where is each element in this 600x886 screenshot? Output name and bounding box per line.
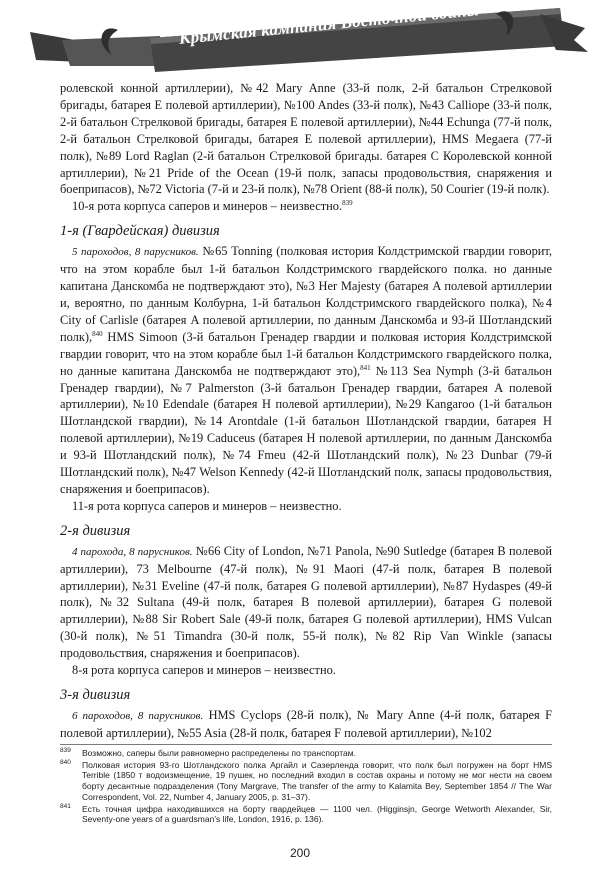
footnote-text: Есть точная цифра находившихся на борту гвардейцев — 1100 чел. (Higginsjn, George Wetworth Alexander, Sir, Seventy-one years of a guardsman’s life, London, 1916, p. 136). <box>82 803 552 825</box>
paragraph-text: 10-я рота корпуса саперов и минеров – неизвестно. <box>72 199 343 214</box>
footnote-text: Возможно, саперы были равномерно распределены по транспортам. <box>82 748 356 758</box>
fleet-count-lead: 6 пароходов, 8 парусников. <box>72 710 204 722</box>
paragraph-text: №66 City of London, №71 Panola, №90 Sutledge (батарея B полевой артиллерии), 73 Melbourne (47-й полк), №91 Maori (47-й полк, батарея B полевой артиллерии), №31 Eveline (47-й полк, батарея G полевой артиллерии), №87 Hydaspes (49-й полк), №32 Sultana (49-й полк, батарея B полевой артиллерии), батарея G полевой артиллерии), №88 Sir Robert Sale (49-й полк, батарея G полевой артиллерии), HMS Vulcan (30-й полк), №51 Timandra (30-й полк, 55-й полк), №82 Rip Van Winkle (запасы продовольствия, снаряжения и боеприпасов). <box>60 543 552 661</box>
paragraph-text: HMS Simoon (3-й батальон Гренадер гвардии и полковая история Колдстримской гвардии говорит, что на этом корабле был 1-й батальон Колдстримского гвардейского полка, но данные капитана Данскомба не подтверждают это), <box>60 329 552 378</box>
main-text <box>60 80 552 742</box>
chapter-title: Крымская кампания Восточной войны <box>178 0 480 48</box>
footnote-ref-841[interactable]: 841 <box>360 363 371 372</box>
paragraph-text: HMS Cyclops (28-й полк), № Mary Anne (4-й полк, батарея F полевой артиллерии), №55 Asia (28-й полк, батарея F полевой артиллерии), №102 <box>60 708 552 740</box>
footnotes <box>60 748 552 826</box>
paragraph-division-1 <box>60 243 552 498</box>
section-heading-division-3: 3-я дивизия <box>60 687 131 703</box>
fleet-count-lead: 4 парохода, 8 парусников. <box>72 545 193 558</box>
chapter-header-ribbon <box>0 0 600 90</box>
footnote-number: 839 <box>60 747 71 754</box>
paragraph-division-2 <box>60 543 552 662</box>
paragraph-sappers-8: 8-я рота корпуса саперов и минеров – неизвестно. <box>72 663 336 678</box>
footnote-ref-840[interactable]: 840 <box>92 329 103 338</box>
fleet-count-lead: 5 пароходов, 8 парусников. <box>72 246 199 259</box>
footnote <box>60 748 552 759</box>
footnote-number: 841 <box>60 802 71 810</box>
footnote-number: 840 <box>60 758 71 766</box>
footnote <box>60 760 552 803</box>
footnote <box>60 804 552 825</box>
section-heading-division-2: 2-я дивизия <box>60 522 131 539</box>
paragraph-division-3 <box>60 707 552 742</box>
paragraph-text: №65 Tonning (полковая история Колдстримской гвардии говорит, что на этом корабле был 1-й батальон Колдстримского гвардейского полка. но данные капитана Данскомба не подтверждают это), №3 Her Majesty (батарея A полевой артиллерии и, вероятно, по данным Колбурна, 1-й батальон Колдстримского гвардейского полка), №4 City of Carlisle (батарея A полевой артиллерии, по данным Данскомба и 93-й Шотландский полк), <box>60 244 552 344</box>
paragraph-ship-list: ролевской конной артиллерии), №42 Mary Anne (33-й полк, 2-й батальон Стрелковой бригады, батарея E полевой артиллерии), №100 Andes (33-й полк), №43 Calliope (33-й полк, 2-й батальон Стрелковой бригады, батарея E полевой артиллерии), №44 Echunga (77-й полк, 2-й батальон Стрелковой бригады, батарея E полевой артиллерии), HMS Megaera (77-й полк), №89 Lord Raglan (2-й батальон Стрелковой бригады. батарея C Королевской конной артиллерии), №21 Pride of the Ocean (19-й полк, запасы продовольствия, снаряжения и боеприпасов), №72 Victoria (7-й и 23-й полк), №78 Orient (88-й полк), 50 Courier (19-й полк). <box>60 81 552 197</box>
paragraph-sappers-10 <box>60 198 552 215</box>
ribbon-graphic <box>0 0 600 90</box>
section-heading-division-1: 1-я (Гвардейская) дивизия <box>60 223 220 240</box>
footnote-ref-839[interactable]: 839 <box>342 199 353 208</box>
paragraph-text: №113 Sea Nymph (3-й батальон Гренадер гвардии), №7 Palmerston (3-й батальон Гренадер гвардии, батарея A полевой артиллерии), №10 Edendale (батарея H полевой артиллерии), №29 Kangaroo (1-й батальон Шотландской гвардии), №14 Arontdale (1-й батальон Шотландской гвардии, батарея H полевой артиллерии), №19 Caduceus (батарея H полевой артиллерии, по данным Данскомба и 93-й Шотландский полк), №74 Fmeu (42-й Шотландский полк), №23 Dunbar (79-й Шотландский полк), №47 Welson Kennedy (42-й Шотландский полк, запасы продовольствия, снаряжения и боеприпасов). <box>60 363 552 496</box>
page-number: 200 <box>289 846 311 860</box>
footnote-divider <box>60 744 552 745</box>
footnote-text: Полковая история 93-го Шотландского полка Аргайл и Сазерленда говорит, что полк был погружен на борт HMS Terrible (1850 т водоизмещение, 19 пушек, но последний входил в состав охраны и потому не мог нести на своем борту десантные подразделения (Tony Margrave, The transfer of the army to Kalamita Bey, September 1854 // The War Correspondent, Vol. 22, Number 4, January 2005, p. 31–37). <box>82 759 552 802</box>
paragraph-sappers-11: 11-я рота корпуса саперов и минеров – неизвестно. <box>72 498 342 513</box>
